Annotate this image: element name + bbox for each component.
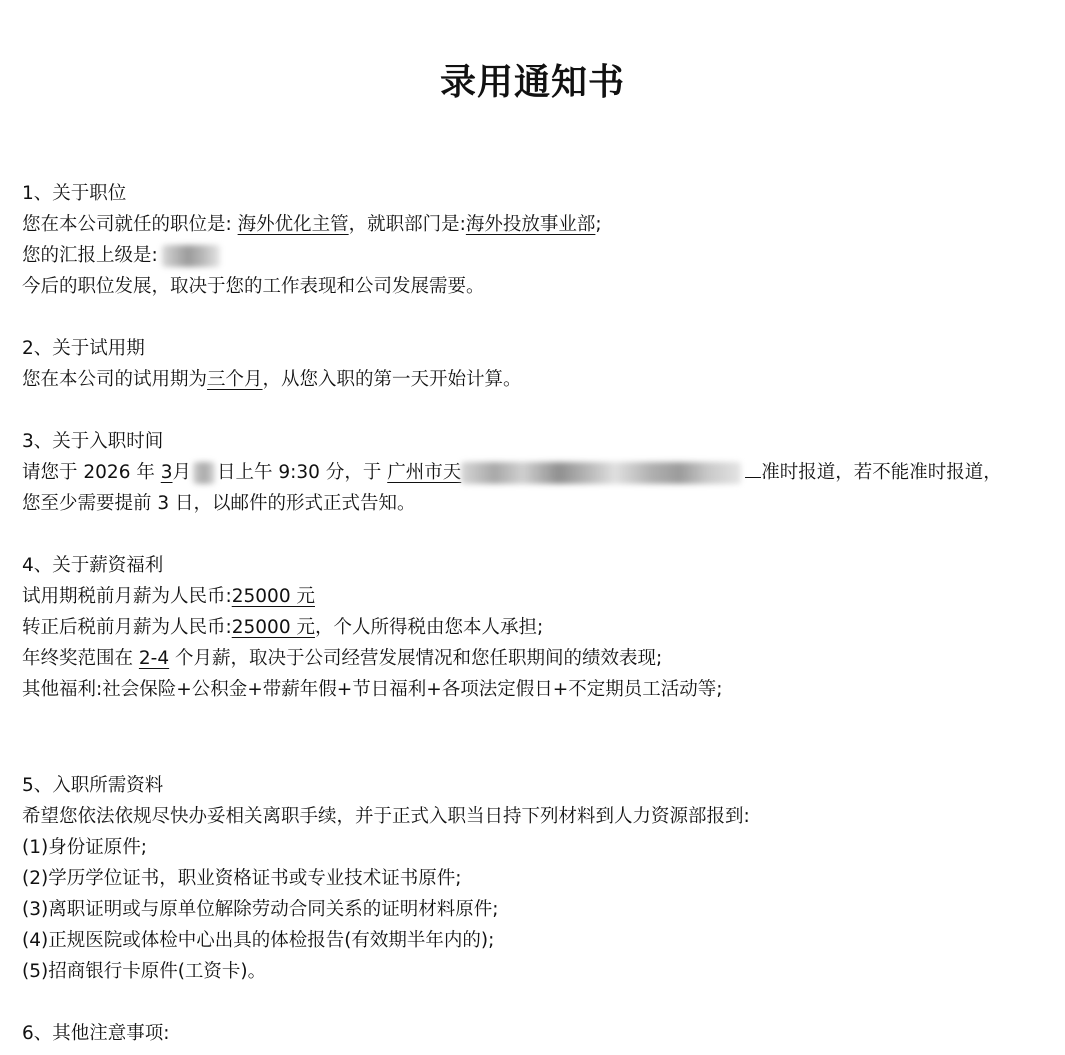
material-item: (5)招商银行卡原件(工资卡)。 — [22, 961, 267, 982]
regular-salary-line — [22, 612, 1062, 643]
bonus-note: 个月薪，取决于公司经营发展情况和您任职期间的绩效表现; — [175, 648, 663, 669]
start-date-line — [22, 457, 1062, 488]
regular-salary-value: 25000 元 — [231, 617, 315, 638]
probation-salary-label: 试用期税前月薪为人民币: — [22, 586, 232, 607]
section-4-heading: 4、关于薪资福利 — [22, 555, 164, 576]
probation-period: 三个月 — [207, 369, 263, 390]
tax-note: ，个人所得税由您本人承担; — [314, 617, 544, 638]
material-item: (4)正规医院或体检中心出具的体检报告(有效期半年内的); — [22, 930, 495, 951]
probation-line — [22, 364, 1062, 395]
address-underline — [745, 459, 761, 478]
position-value: 海外优化主管 — [237, 214, 349, 235]
redacted-day — [193, 462, 215, 484]
section-1-heading: 1、关于职位 — [22, 183, 127, 204]
document-title: 录用通知书 — [439, 62, 625, 103]
start-month: 3 — [160, 462, 173, 483]
position-label: 您在本公司就任的职位是: — [22, 214, 232, 235]
material-item: (3)离职证明或与原单位解除劳动合同关系的证明材料原件; — [22, 899, 499, 920]
probation-note: ，从您入职的第一天开始计算。 — [262, 369, 522, 390]
section-6-heading: 6、其他注意事项: — [22, 1023, 170, 1044]
career-development-line: 今后的职位发展，取决于您的工作表现和公司发展需要。 — [22, 276, 485, 297]
supervisor-label: 您的汇报上级是: — [22, 245, 158, 266]
bonus-line — [22, 643, 1062, 674]
section-2-heading: 2、关于试用期 — [22, 338, 145, 359]
start-time-text: 日上午 9:30 分，于 — [217, 462, 382, 483]
probation-label: 您在本公司的试用期为 — [22, 369, 208, 390]
supervisor-line — [22, 240, 1062, 271]
notice-line: 您至少需要提前 3 日，以邮件的形式正式告知。 — [22, 493, 416, 514]
document-body — [22, 178, 1062, 1049]
redacted-supervisor — [162, 245, 220, 267]
regular-salary-label: 转正后税前月薪为人民币: — [22, 617, 232, 638]
bonus-range: 2-4 — [138, 648, 170, 669]
department-value: 海外投放事业部 — [465, 214, 596, 235]
material-item: (1)身份证原件; — [22, 837, 147, 858]
benefits-line: 其他福利:社会保险+公积金+带薪年假+节日福利+各项法定假日+不定期员工活动等; — [22, 679, 723, 700]
position-line-end: ; — [595, 214, 602, 235]
section-3-heading: 3、关于入职时间 — [22, 431, 164, 452]
position-line — [22, 209, 1062, 240]
probation-salary-line — [22, 581, 1062, 612]
department-label: ，就职部门是: — [348, 214, 466, 235]
address-city: 广州市天 — [387, 462, 462, 483]
redacted-address — [461, 462, 741, 484]
material-item: (2)学历学位证书，职业资格证书或专业技术证书原件; — [22, 868, 462, 889]
materials-intro: 希望您依法依规尽快办妥相关离职手续，并于正式入职当日持下列材料到人力资源部报到: — [22, 806, 750, 827]
start-year-text: 请您于 2026 年 — [22, 462, 155, 483]
report-on-time-text: 准时报道，若不能准时报道， — [761, 462, 1002, 483]
month-unit: 月 — [172, 462, 192, 483]
probation-salary-value: 25000 元 — [231, 586, 315, 607]
bonus-label: 年终奖范围在 — [22, 648, 134, 669]
section-5-heading: 5、入职所需资料 — [22, 775, 164, 796]
